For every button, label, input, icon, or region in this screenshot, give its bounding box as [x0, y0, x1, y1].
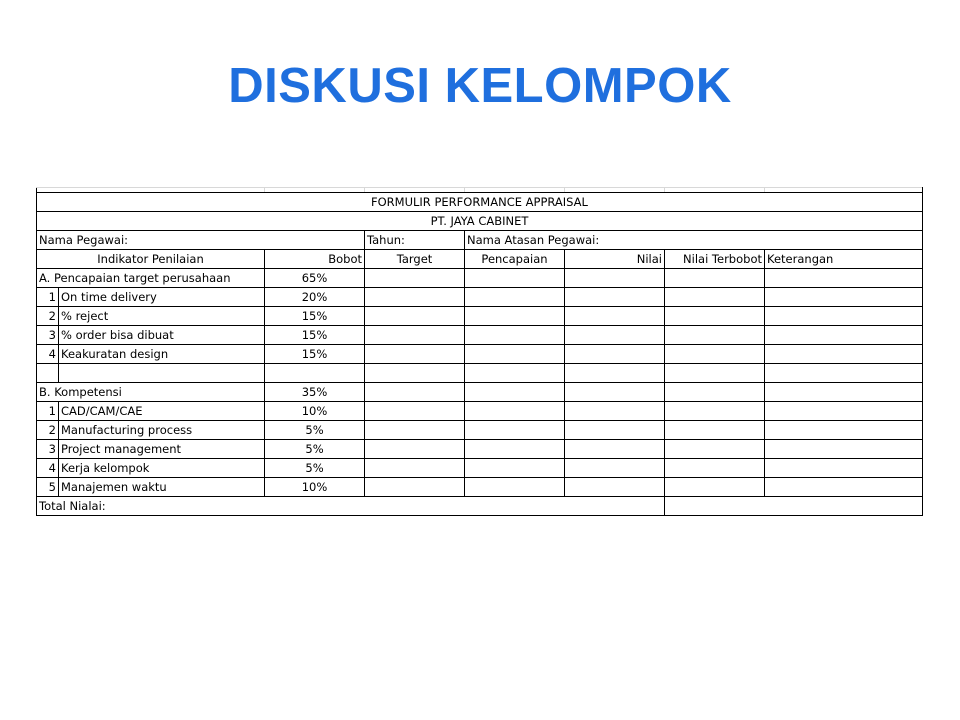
- col-header-nilai-terbobot: Nilai Terbobot: [665, 250, 765, 269]
- employee-name-label[interactable]: Nama Pegawai:: [37, 231, 365, 250]
- table-row: [37, 402, 923, 421]
- slide-title: DISKUSI KELOMPOK: [228, 59, 732, 113]
- nilai-cell[interactable]: [565, 478, 665, 497]
- keterangan-cell[interactable]: [765, 440, 923, 459]
- keterangan-cell[interactable]: [765, 269, 923, 288]
- item-name: Manufacturing process: [59, 421, 265, 440]
- nilai-cell[interactable]: [565, 288, 665, 307]
- target-cell[interactable]: [365, 307, 465, 326]
- blank-cell[interactable]: [265, 364, 365, 383]
- supervisor-name-label[interactable]: Nama Atasan Pegawai:: [465, 231, 923, 250]
- company-row: [37, 212, 923, 231]
- target-cell[interactable]: [365, 269, 465, 288]
- item-name: % reject: [59, 307, 265, 326]
- target-cell[interactable]: [365, 402, 465, 421]
- company-name: PT. JAYA CABINET: [37, 212, 923, 231]
- nilai-cell[interactable]: [565, 345, 665, 364]
- total-label: Total Nialai:: [37, 497, 665, 516]
- pencapaian-cell[interactable]: [465, 402, 565, 421]
- target-cell[interactable]: [365, 421, 465, 440]
- target-cell[interactable]: [365, 345, 465, 364]
- nilai-cell[interactable]: [565, 307, 665, 326]
- item-weight: 5%: [265, 459, 365, 478]
- target-cell[interactable]: [365, 459, 465, 478]
- nilai-terbobot-cell[interactable]: [665, 307, 765, 326]
- section-a-label: A. Pencapaian target perusahaan: [37, 269, 265, 288]
- item-name: Project management: [59, 440, 265, 459]
- nilai-terbobot-cell[interactable]: [665, 383, 765, 402]
- col-header-bobot: Bobot: [265, 250, 365, 269]
- item-name: % order bisa dibuat: [59, 326, 265, 345]
- pencapaian-cell[interactable]: [465, 269, 565, 288]
- pencapaian-cell[interactable]: [465, 478, 565, 497]
- item-weight: 5%: [265, 421, 365, 440]
- nilai-terbobot-cell[interactable]: [665, 288, 765, 307]
- appraisal-form-table: [36, 187, 923, 516]
- keterangan-cell[interactable]: [765, 326, 923, 345]
- pencapaian-cell[interactable]: [465, 326, 565, 345]
- item-weight: 20%: [265, 288, 365, 307]
- blank-cell[interactable]: [665, 364, 765, 383]
- keterangan-cell[interactable]: [765, 307, 923, 326]
- item-weight: 10%: [265, 402, 365, 421]
- item-number: 4: [37, 459, 59, 478]
- col-header-nilai: Nilai: [565, 250, 665, 269]
- identity-row: [37, 231, 923, 250]
- item-number: 3: [37, 326, 59, 345]
- item-name: Manajemen waktu: [59, 478, 265, 497]
- item-weight: 10%: [265, 478, 365, 497]
- blank-cell[interactable]: [765, 364, 923, 383]
- section-a-row: [37, 269, 923, 288]
- table-row: [37, 459, 923, 478]
- keterangan-cell[interactable]: [765, 288, 923, 307]
- year-label[interactable]: Tahun:: [365, 231, 465, 250]
- blank-cell[interactable]: [465, 364, 565, 383]
- pencapaian-cell[interactable]: [465, 421, 565, 440]
- section-b-weight: 35%: [265, 383, 365, 402]
- table-row: [37, 421, 923, 440]
- item-number: 5: [37, 478, 59, 497]
- nilai-terbobot-cell[interactable]: [665, 459, 765, 478]
- table-row: [37, 326, 923, 345]
- item-name: Kerja kelompok: [59, 459, 265, 478]
- nilai-cell[interactable]: [565, 421, 665, 440]
- nilai-terbobot-cell[interactable]: [665, 478, 765, 497]
- section-b-label: B. Kompetensi: [37, 383, 265, 402]
- form-title-row: [37, 193, 923, 212]
- table-row: [37, 288, 923, 307]
- item-weight: 15%: [265, 326, 365, 345]
- nilai-cell[interactable]: [565, 459, 665, 478]
- pencapaian-cell[interactable]: [465, 459, 565, 478]
- item-number: 1: [37, 288, 59, 307]
- table-row: [37, 440, 923, 459]
- table-row: [37, 307, 923, 326]
- nilai-terbobot-cell[interactable]: [665, 440, 765, 459]
- item-weight: 15%: [265, 307, 365, 326]
- nilai-cell[interactable]: [565, 383, 665, 402]
- pencapaian-cell[interactable]: [465, 440, 565, 459]
- total-value-cell[interactable]: [665, 497, 923, 516]
- blank-cell[interactable]: [365, 364, 465, 383]
- item-number: 4: [37, 345, 59, 364]
- pencapaian-cell[interactable]: [465, 383, 565, 402]
- nilai-cell[interactable]: [565, 326, 665, 345]
- table-row: [37, 345, 923, 364]
- pencapaian-cell[interactable]: [465, 345, 565, 364]
- keterangan-cell[interactable]: [765, 421, 923, 440]
- col-header-keterangan: Keterangan: [765, 250, 923, 269]
- target-cell[interactable]: [365, 326, 465, 345]
- item-number: 2: [37, 307, 59, 326]
- pencapaian-cell[interactable]: [465, 288, 565, 307]
- nilai-cell[interactable]: [565, 402, 665, 421]
- nilai-cell[interactable]: [565, 269, 665, 288]
- nilai-terbobot-cell[interactable]: [665, 269, 765, 288]
- table-row: [37, 478, 923, 497]
- total-row: [37, 497, 923, 516]
- nilai-terbobot-cell[interactable]: [665, 402, 765, 421]
- target-cell[interactable]: [365, 383, 465, 402]
- target-cell[interactable]: [365, 288, 465, 307]
- section-b-row: [37, 383, 923, 402]
- col-header-indikator: Indikator Penilaian: [37, 250, 265, 269]
- form-title: FORMULIR PERFORMANCE APPRAISAL: [37, 193, 923, 212]
- blank-cell[interactable]: [565, 364, 665, 383]
- item-number: 3: [37, 440, 59, 459]
- blank-cell[interactable]: [37, 364, 59, 383]
- item-number: 1: [37, 402, 59, 421]
- nilai-terbobot-cell[interactable]: [665, 326, 765, 345]
- col-header-target: Target: [365, 250, 465, 269]
- section-a-weight: 65%: [265, 269, 365, 288]
- keterangan-cell[interactable]: [765, 383, 923, 402]
- nilai-cell[interactable]: [565, 440, 665, 459]
- column-header-row: [37, 250, 923, 269]
- pencapaian-cell[interactable]: [465, 307, 565, 326]
- item-weight: 5%: [265, 440, 365, 459]
- item-name: On time delivery: [59, 288, 265, 307]
- item-name: Keakuratan design: [59, 345, 265, 364]
- nilai-terbobot-cell[interactable]: [665, 345, 765, 364]
- col-header-pencapaian: Pencapaian: [465, 250, 565, 269]
- keterangan-cell[interactable]: [765, 459, 923, 478]
- keterangan-cell[interactable]: [765, 402, 923, 421]
- nilai-terbobot-cell[interactable]: [665, 421, 765, 440]
- item-number: 2: [37, 421, 59, 440]
- keterangan-cell[interactable]: [765, 478, 923, 497]
- keterangan-cell[interactable]: [765, 345, 923, 364]
- blank-cell[interactable]: [59, 364, 265, 383]
- target-cell[interactable]: [365, 440, 465, 459]
- blank-row: [37, 364, 923, 383]
- item-name: CAD/CAM/CAE: [59, 402, 265, 421]
- item-weight: 15%: [265, 345, 365, 364]
- target-cell[interactable]: [365, 478, 465, 497]
